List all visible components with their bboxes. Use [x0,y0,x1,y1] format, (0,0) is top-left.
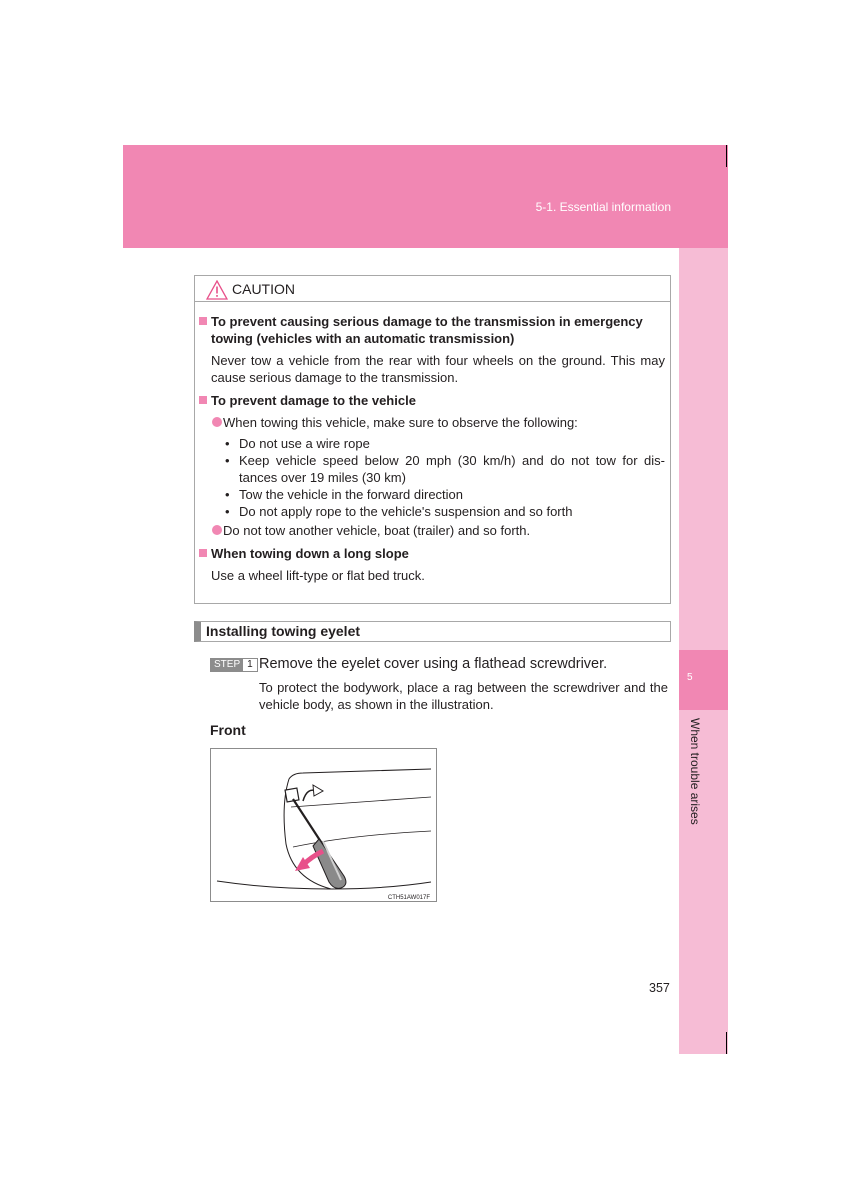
list-item: • Keep vehicle speed below 20 mph (30 km/h) and do not tow for dis-tances over 19 miles (30 km) [225,453,665,485]
caution-heading: When towing down a long slope [199,545,665,562]
square-bullet-icon [199,396,207,404]
figure-code: CTH51AW017F [387,895,430,901]
step-instruction: Remove the eyelet cover using a flathead screwdriver. [259,656,608,672]
section-heading: 5-1. Essential information [535,200,671,214]
circle-bullet-icon [212,525,222,535]
step-number: 1 [243,659,257,671]
caution-text: Use a wheel lift-type or flat bed truck. [211,568,425,583]
step-badge [210,658,258,672]
caution-heading: To prevent damage to the vehicle [199,392,665,409]
chapter-title-vertical: When trouble arises [688,718,702,825]
caution-title: CAUTION [232,281,295,297]
list-item: • Tow the vehicle in the forward direction [225,487,464,502]
caution-heading: To prevent causing serious damage to the transmission in emergency towing (vehicles with an automatic transmission) [199,313,665,347]
caution-item: When towing this vehicle, make sure to observe the following: [199,414,665,431]
square-bullet-icon [199,317,207,325]
chapter-header-band [123,145,728,248]
square-bullet-icon [199,549,207,557]
caution-item: Do not tow another vehicle, boat (trailer) and so forth. [199,522,665,539]
page-number: 357 [649,981,670,995]
section-title-bar [194,621,671,642]
caution-box [194,275,671,604]
caution-header [195,276,670,302]
chapter-tab [679,650,728,710]
section-title: Installing towing eyelet [206,623,361,639]
figure-label: Front [210,722,246,738]
step-note: To protect the bodywork, place a rag between the screwdriver and the vehicle body, as shown in the illustration. [259,680,668,712]
list-item: • Do not apply rope to the vehicle's suspension and so forth [225,504,573,519]
bullet-list [199,435,665,520]
step-label: STEP [211,659,243,671]
crop-mark [726,145,727,167]
list-item: • Do not use a wire rope [225,436,370,451]
warning-triangle-icon [206,280,228,300]
screwdriver-removing-cover-illustration [211,749,436,901]
crop-mark [726,1032,727,1054]
circle-bullet-icon [212,417,222,427]
chapter-number: 5 [687,672,693,683]
illustration-frame [210,748,437,902]
caution-text: Never tow a vehicle from the rear with four wheels on the ground. This may cause serious damage to the transmission. [211,353,665,385]
